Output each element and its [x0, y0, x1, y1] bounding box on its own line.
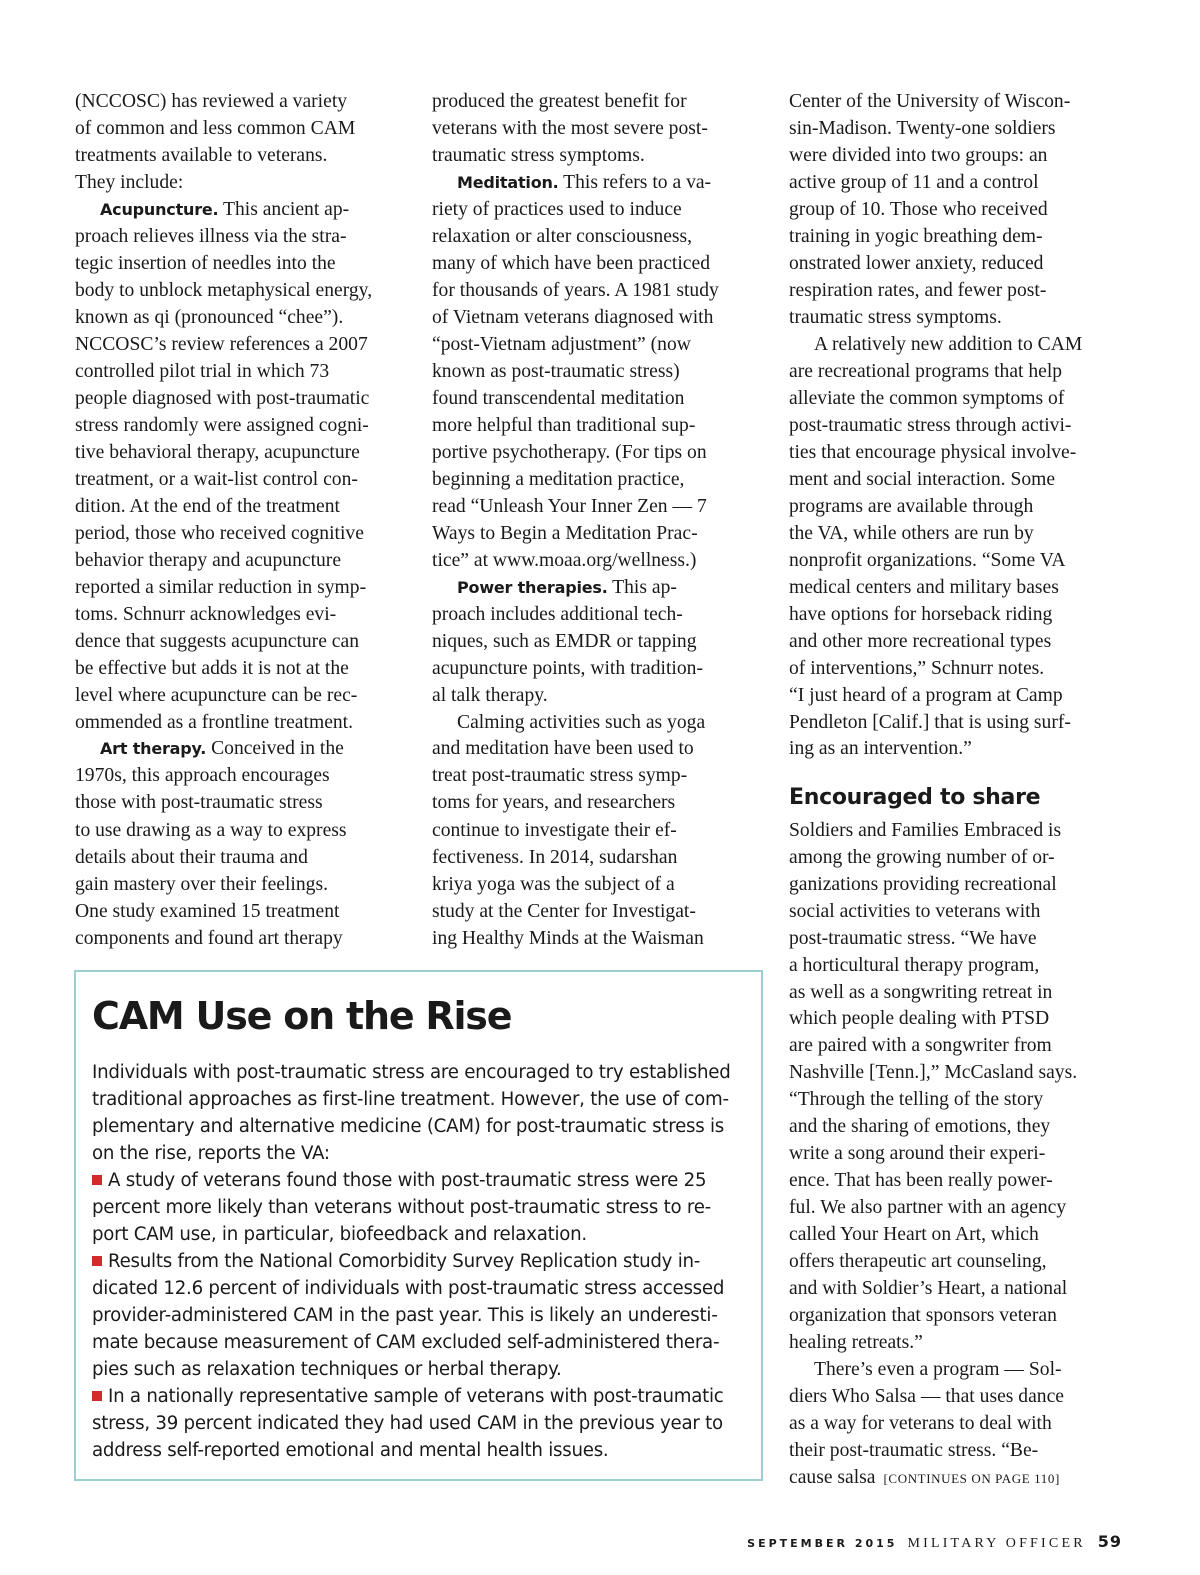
text-line: Pendleton [Calif.] that is using surf-	[789, 712, 1071, 733]
text-line: nonprofit organizations. “Some VA	[789, 550, 1066, 571]
sidebar-line: traditional approaches as first-line treatment. However, the use of com-	[92, 1089, 729, 1110]
text-line: cause salsa [CONTINUES ON PAGE 110]	[789, 1467, 1060, 1488]
text-line: onstrated lower anxiety, reduced	[789, 253, 1044, 274]
text-line: people diagnosed with post-traumatic	[75, 388, 370, 409]
text-line: sin-Madison. Twenty-one soldiers	[789, 118, 1056, 139]
text-line: more helpful than traditional sup-	[432, 415, 696, 436]
text-line: ties that encourage physical involve-	[789, 442, 1077, 463]
text-line: and meditation have been used to	[432, 738, 694, 759]
text-line: those with post-traumatic stress	[75, 792, 323, 813]
text-line: details about their trauma and	[75, 847, 308, 868]
text-line: known as qi (pronounced “chee”).	[75, 307, 344, 328]
text-line: called Your Heart on Art, which	[789, 1224, 1039, 1245]
text-line: healing retreats.”	[789, 1332, 923, 1353]
text-line: behavior therapy and acupuncture	[75, 550, 342, 571]
text-line: their post-traumatic stress. “Be-	[789, 1440, 1039, 1461]
text-line: for thousands of years. A 1981 study	[432, 280, 719, 301]
text-line: period, those who received cognitive	[75, 523, 364, 544]
text-line: ing as an intervention.”	[789, 738, 972, 759]
text-line: known as post-traumatic stress)	[432, 361, 680, 382]
magazine-name: MILITARY OFFICER	[907, 1536, 1086, 1551]
sidebar-box	[74, 970, 763, 1481]
text-line: tegic insertion of needles into the	[75, 253, 336, 274]
text-line: of interventions,” Schnurr notes.	[789, 658, 1045, 679]
text-line: riety of practices used to induce	[432, 199, 682, 220]
sidebar-line: provider-administered CAM in the past year. This is likely an underesti-	[92, 1305, 718, 1326]
text-line: study at the Center for Investigat-	[432, 901, 696, 922]
text-line: medical centers and military bases	[789, 577, 1059, 598]
text-line: a horticultural therapy program,	[789, 955, 1040, 976]
text-line: which people dealing with PTSD	[789, 1008, 1050, 1029]
text-line: as well as a songwriting retreat in	[789, 982, 1053, 1003]
text-line: post-traumatic stress through activi-	[789, 415, 1072, 436]
text-line: among the growing number of or-	[789, 847, 1055, 868]
text-line: NCCOSC’s review references a 2007	[75, 334, 368, 355]
continues-note: [CONTINUES ON PAGE 110]	[883, 1471, 1060, 1486]
text-line: group of 10. Those who received	[789, 199, 1048, 220]
text-line: Acupuncture. This ancient ap-	[100, 199, 350, 220]
text-line: A relatively new addition to CAM	[814, 334, 1083, 355]
text-line: ganizations providing recreational	[789, 874, 1057, 895]
text-line: as a way for veterans to deal with	[789, 1413, 1052, 1434]
text-line: treatments available to veterans.	[75, 145, 328, 166]
text-line: Calming activities such as yoga	[457, 712, 706, 733]
text-line: controlled pilot trial in which 73	[75, 361, 330, 382]
text-line: are paired with a songwriter from	[789, 1035, 1052, 1056]
text-line: produced the greatest benefit for	[432, 91, 687, 112]
text-line: treatment, or a wait-list control con-	[75, 469, 358, 490]
subhead-meditation: Meditation.	[457, 173, 559, 192]
sidebar-bullet-item: A study of veterans found those with post-traumatic stress were 25	[92, 1167, 706, 1194]
sidebar-line: dicated 12.6 percent of individuals with post-traumatic stress accessed	[92, 1278, 725, 1299]
sidebar-line: on the rise, reports the VA:	[92, 1143, 330, 1164]
sidebar-title: CAM Use on the Rise	[92, 994, 512, 1038]
text-line: have options for horseback riding	[789, 604, 1053, 625]
red-square-bullet-icon	[92, 1391, 102, 1401]
text-line: body to unblock metaphysical energy,	[75, 280, 373, 301]
text-line: reported a similar reduction in symp-	[75, 577, 367, 598]
text-line: There’s even a program — Sol-	[814, 1359, 1062, 1380]
text-line: dence that suggests acupuncture can	[75, 631, 359, 652]
text-line: toms. Schnurr acknowledges evi-	[75, 604, 337, 625]
text-line: of common and less common CAM	[75, 118, 356, 139]
sidebar-line: address self-reported emotional and mental health issues.	[92, 1440, 609, 1461]
subhead-art-therapy: Art therapy.	[100, 739, 207, 758]
text-line: to use drawing as a way to express	[75, 820, 347, 841]
page-footer	[747, 1532, 1122, 1552]
text-line: proach includes additional tech-	[432, 604, 683, 625]
text-line: continue to investigate their ef-	[432, 820, 677, 841]
text-line: offers therapeutic art counseling,	[789, 1251, 1047, 1272]
text-line: niques, such as EMDR or tapping	[432, 631, 697, 652]
text-line: Nashville [Tenn.],” McCasland says.	[789, 1062, 1078, 1083]
text-line: traumatic stress symptoms.	[432, 145, 645, 166]
text-line: ommended as a frontline treatment.	[75, 712, 354, 733]
subhead-power-therapies: Power therapies.	[457, 578, 608, 597]
text-line: level where acupuncture can be rec-	[75, 685, 358, 706]
text-line: beginning a meditation practice,	[432, 469, 685, 490]
text-line: acupuncture points, with tradition-	[432, 658, 703, 679]
text-line: ment and social interaction. Some	[789, 469, 1056, 490]
sidebar-bullet-item: Results from the National Comorbidity Survey Replication study in-	[92, 1248, 700, 1275]
sidebar-line: pies such as relaxation techniques or herbal therapy.	[92, 1359, 562, 1380]
text-line: ence. That has been really power-	[789, 1170, 1053, 1191]
text-line: veterans with the most severe post-	[432, 118, 708, 139]
text-line: were divided into two groups: an	[789, 145, 1048, 166]
text-line: post-traumatic stress. “We have	[789, 928, 1037, 949]
text-line: tice” at www.moaa.org/wellness.)	[432, 550, 697, 571]
text-line: found transcendental meditation	[432, 388, 685, 409]
text-line: fectiveness. In 2014, sudarshan	[432, 847, 678, 868]
sidebar-line: mate because measurement of CAM excluded self-administered thera-	[92, 1332, 720, 1353]
text-line: ing Healthy Minds at the Waisman	[432, 928, 704, 949]
text-line: al talk therapy.	[432, 685, 548, 706]
text-line: They include:	[75, 172, 184, 193]
text-line: traumatic stress symptoms.	[789, 307, 1002, 328]
text-line: treat post-traumatic stress symp-	[432, 765, 688, 786]
text-line: write a song around their experi-	[789, 1143, 1046, 1164]
text-line: the VA, while others are run by	[789, 523, 1034, 544]
text-line: and other more recreational types	[789, 631, 1052, 652]
text-line: Soldiers and Families Embraced is	[789, 820, 1062, 841]
text-line: training in yogic breathing dem-	[789, 226, 1043, 247]
text-line: toms for years, and researchers	[432, 792, 676, 813]
text-line: social activities to veterans with	[789, 901, 1041, 922]
text-line: respiration rates, and fewer post-	[789, 280, 1047, 301]
text-line: organization that sponsors veteran	[789, 1305, 1057, 1326]
text-line: read “Unleash Your Inner Zen — 7	[432, 496, 707, 517]
text-line: gain mastery over their feelings.	[75, 874, 328, 895]
text-line: components and found art therapy	[75, 928, 343, 949]
text-line: Art therapy. Conceived in the	[100, 738, 344, 759]
text-line: dition. At the end of the treatment	[75, 496, 340, 517]
text-line: (NCCOSC) has reviewed a variety	[75, 91, 348, 112]
text-line: 1970s, this approach encourages	[75, 765, 330, 786]
text-line: proach relieves illness via the stra-	[75, 226, 347, 247]
text-line: relaxation or alter consciousness,	[432, 226, 693, 247]
text-line: programs are available through	[789, 496, 1034, 517]
text-line: Ways to Begin a Meditation Prac-	[432, 523, 698, 544]
text-line: stress randomly were assigned cogni-	[75, 415, 369, 436]
text-line: One study examined 15 treatment	[75, 901, 340, 922]
text-line: tive behavioral therapy, acupuncture	[75, 442, 360, 463]
text-line: diers Who Salsa — that uses dance	[789, 1386, 1064, 1407]
subhead-acupuncture: Acupuncture.	[100, 200, 219, 219]
sidebar-line: plementary and alternative medicine (CAM) for post-traumatic stress is	[92, 1116, 725, 1137]
red-square-bullet-icon	[92, 1256, 102, 1266]
text-line: “I just heard of a program at Camp	[789, 685, 1063, 706]
text-line: “Through the telling of the story	[789, 1089, 1044, 1110]
page-number: 59	[1097, 1532, 1122, 1551]
text-line: alleviate the common symptoms of	[789, 388, 1065, 409]
sidebar-line: Individuals with post-traumatic stress are encouraged to try established	[92, 1062, 731, 1083]
text-line: many of which have been practiced	[432, 253, 710, 274]
sidebar-bullet-item: In a nationally representative sample of veterans with post-traumatic	[92, 1383, 724, 1410]
text-line: of Vietnam veterans diagnosed with	[432, 307, 714, 328]
text-line: Center of the University of Wiscon-	[789, 91, 1071, 112]
text-line: Meditation. This refers to a va-	[457, 172, 712, 193]
sidebar-line: stress, 39 percent indicated they had used CAM in the previous year to	[92, 1413, 723, 1434]
text-line: and with Soldier’s Heart, a national	[789, 1278, 1068, 1299]
text-line: kriya yoga was the subject of a	[432, 874, 675, 895]
text-line: ful. We also partner with an agency	[789, 1197, 1067, 1218]
sidebar-line: percent more likely than veterans without post-traumatic stress to re-	[92, 1197, 711, 1218]
red-square-bullet-icon	[92, 1175, 102, 1185]
sidebar-line: port CAM use, in particular, biofeedback and relaxation.	[92, 1224, 587, 1245]
text-line: active group of 11 and a control	[789, 172, 1039, 193]
issue-date: SEPTEMBER 2015	[747, 1537, 898, 1550]
text-line: and the sharing of emotions, they	[789, 1116, 1051, 1137]
text-line: portive psychotherapy. (For tips on	[432, 442, 707, 463]
text-line: are recreational programs that help	[789, 361, 1063, 382]
text-line: Power therapies. This ap-	[457, 577, 677, 598]
text-line: be effective but adds it is not at the	[75, 658, 349, 679]
text-line: “post-Vietnam adjustment” (now	[432, 334, 691, 355]
section-heading: Encouraged to share	[789, 785, 1041, 810]
